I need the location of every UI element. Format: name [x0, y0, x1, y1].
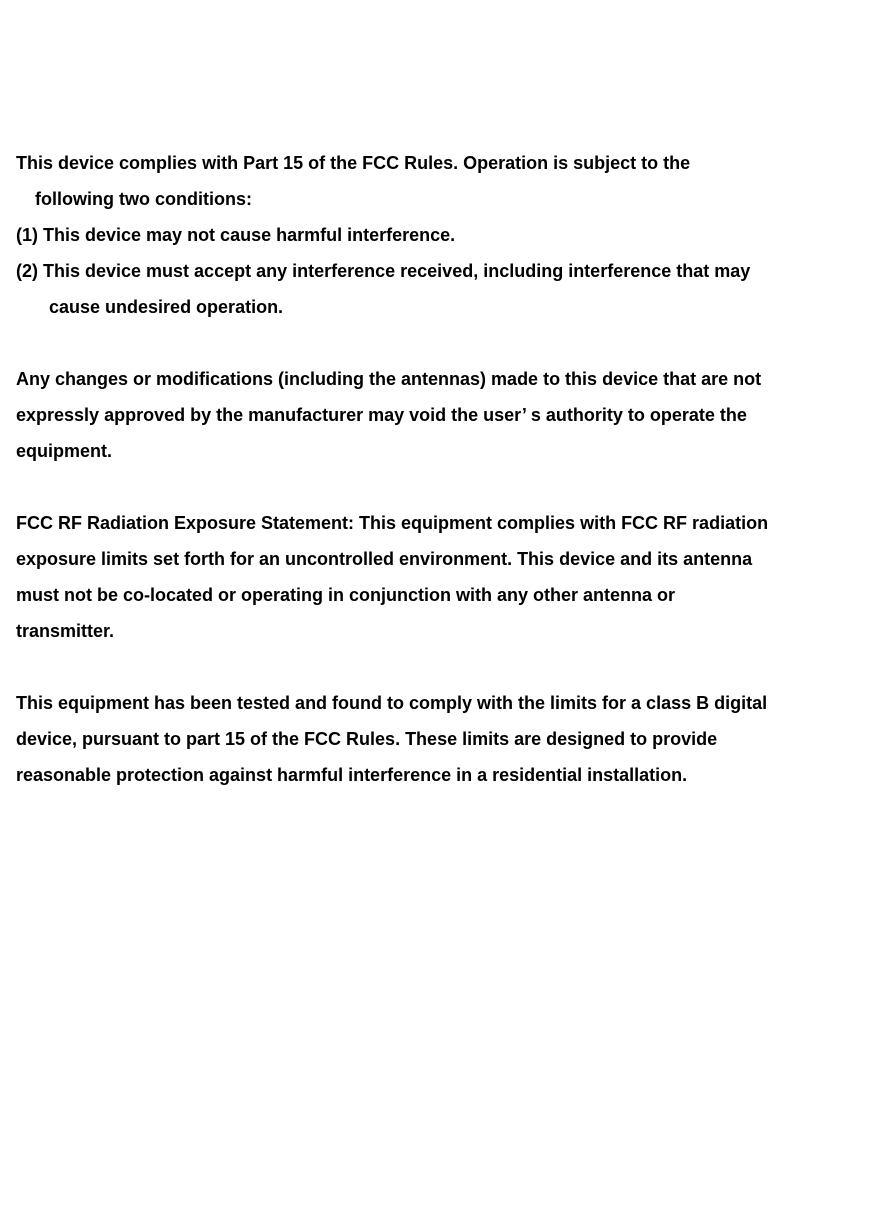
paragraph-line: equipment.: [16, 441, 113, 461]
paragraph-line: device, pursuant to part 15 of the FCC Rules. These limits are designed to provide: [16, 729, 718, 749]
paragraph-line: This device complies with Part 15 of the FCC Rules. Operation is subject to the: [16, 153, 691, 173]
paragraph-line: expressly approved by the manufacturer may void the user’ s authority to operate the: [16, 405, 747, 425]
condition-text: (1) This device may not cause harmful interference.: [16, 225, 456, 245]
paragraph-line: must not be co-located or operating in conjunction with any other antenna or: [16, 585, 676, 605]
condition-text: (2) This device must accept any interference received, including interference that may: [16, 261, 751, 281]
paragraph-line: This equipment has been tested and found to comply with the limits for a class B digital: [16, 693, 768, 713]
paragraph-line: transmitter.: [16, 621, 115, 641]
paragraph-line: following two conditions:: [35, 189, 252, 209]
condition-text: cause undesired operation.: [49, 297, 284, 317]
paragraph-line: Any changes or modifications (including the antennas) made to this device that are not: [16, 369, 762, 389]
paragraph-line: reasonable protection against harmful interference in a residential installation.: [16, 765, 688, 785]
paragraph-line: exposure limits set forth for an uncontrolled environment. This device and its antenna: [16, 549, 753, 569]
paragraph-line: FCC RF Radiation Exposure Statement: This equipment complies with FCC RF radiation: [16, 513, 769, 533]
